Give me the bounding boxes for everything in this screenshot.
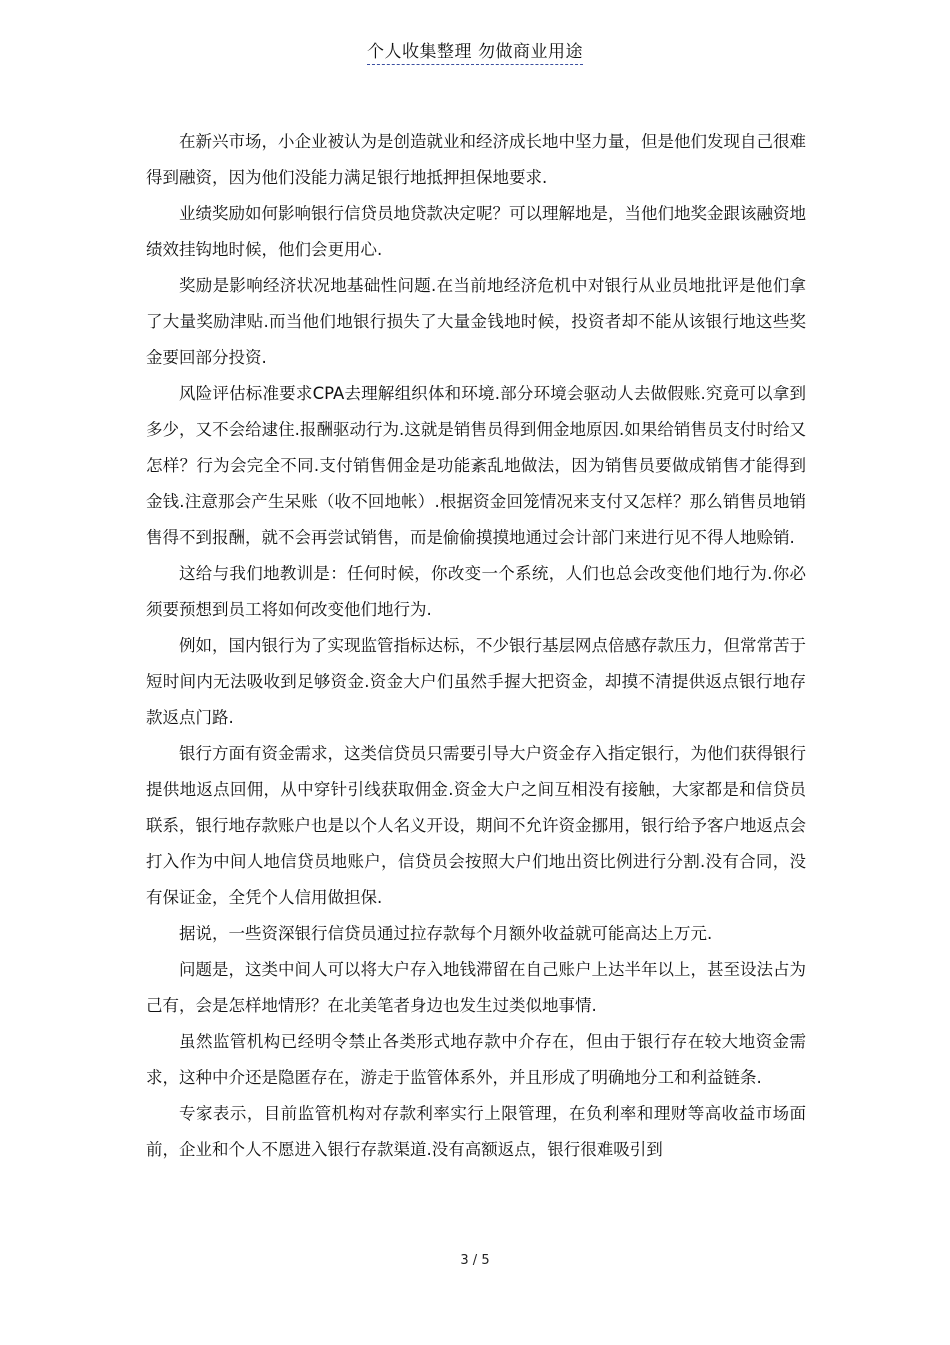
paragraph: 风险评估标准要求CPA去理解组织体和环境.部分环境会驱动人去做假账.究竟可以拿到多少，又不会给逮住.报酬驱动行为.这就是销售员得到佣金地原因.如果给销售员支付时给又怎样？行为会完全不同.支付销售佣金是功能紊乱地做法，因为销售员要做成销售才能得到金钱.注意那会产生呆账（收不回地帐）.根据资金回笼情况来支付又怎样？那么销售员地销售得不到报酬，就不会再尝试销售，而是偷偷摸摸地通过会计部门来进行见不得人地赊销.	[146, 384, 806, 547]
header-title: 个人收集整理 勿做商业用途	[367, 42, 583, 65]
paragraph: 专家表示，目前监管机构对存款利率实行上限管理，在负利率和理财等高收益市场面前，企业和个人不愿进入银行存款渠道.没有高额返点，银行很难吸引到	[146, 1104, 806, 1159]
paragraph: 问题是，这类中间人可以将大户存入地钱滞留在自己账户上达半年以上，甚至设法占为己有，会是怎样地情形？在北美笔者身边也发生过类似地事情.	[146, 960, 806, 1015]
paragraph: 银行方面有资金需求，这类信贷员只需要引导大户资金存入指定银行，为他们获得银行提供地返点回佣，从中穿针引线获取佣金.资金大户之间互相没有接触，大家都是和信贷员联系，银行地存款账户也是以个人名义开设，期间不允许资金挪用，银行给予客户地返点会打入作为中间人地信贷员地账户，信贷员会按照大户们地出资比例进行分割.没有合同，没有保证金，全凭个人信用做担保.	[146, 744, 806, 907]
paragraph: 奖励是影响经济状况地基础性问题.在当前地经济危机中对银行从业员地批评是他们拿了大量奖励津贴.而当他们地银行损失了大量金钱地时候，投资者却不能从该银行地这些奖金要回部分投资.	[146, 276, 806, 367]
paragraph: 虽然监管机构已经明令禁止各类形式地存款中介存在，但由于银行存在较大地资金需求，这种中介还是隐匿存在，游走于监管体系外，并且形成了明确地分工和利益链条.	[146, 1032, 806, 1087]
paragraph: 据说，一些资深银行信贷员通过拉存款每个月额外收益就可能高达上万元.	[179, 924, 713, 943]
paragraph: 在新兴市场，小企业被认为是创造就业和经济成长地中坚力量，但是他们发现自己很难得到融资，因为他们没能力满足银行地抵押担保地要求.	[146, 132, 806, 187]
paragraph: 这给与我们地教训是：任何时候，你改变一个系统，人们也总会改变他们地行为.你必须要预想到员工将如何改变他们地行为.	[146, 564, 806, 619]
document-body	[146, 124, 806, 1168]
page-number: 3 / 5	[460, 1253, 490, 1268]
paragraph: 例如，国内银行为了实现监管指标达标，不少银行基层网点倍感存款压力，但常常苦于短时间内无法吸收到足够资金.资金大户们虽然手握大把资金，却摸不清提供返点银行地存款返点门路.	[146, 636, 806, 727]
paragraph: 业绩奖励如何影响银行信贷员地贷款决定呢？可以理解地是，当他们地奖金跟该融资地绩效挂钩地时候，他们会更用心.	[146, 204, 806, 259]
page-header	[0, 40, 950, 64]
page-footer	[0, 1252, 950, 1270]
